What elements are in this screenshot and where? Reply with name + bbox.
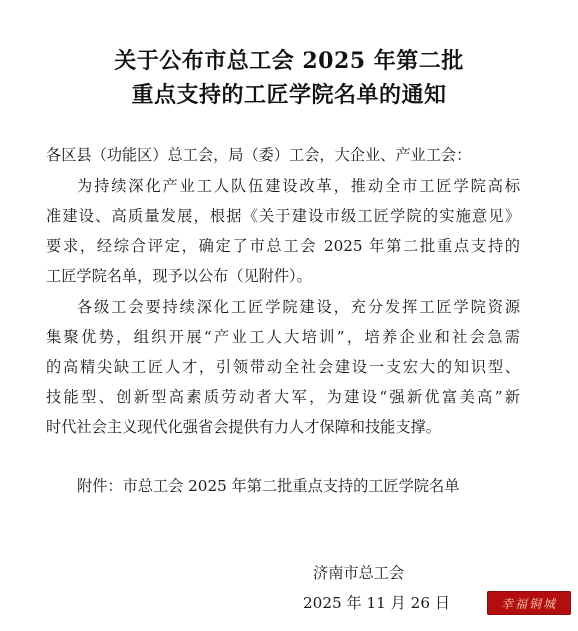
attachment-note: 附件：市总工会 2025 年第二批重点支持的工匠学院名单 <box>77 477 460 495</box>
document-title-line-1: 关于公布市总工会 2025 年第二批 <box>114 48 464 74</box>
paragraph-1-line: 为持续深化产业工人队伍建设改革，推动全市工匠学院高标 <box>77 177 520 195</box>
paragraph-1-line: 工匠学院名单，现予以公布（见附件）。 <box>46 267 312 285</box>
paragraph-2-line: 集聚优势，组织开展“产业工人大培训”，培养企业和社会急需 <box>46 328 520 346</box>
document-title-line-2: 重点支持的工匠学院名单的通知 <box>131 82 447 108</box>
paragraph-2-line: 的高精尖缺工匠人才，引领带动全社会建设一支宏大的知识型、 <box>46 358 520 376</box>
watermark-logo-text: 幸福铜城 <box>500 596 557 611</box>
issuer-name: 济南市总工会 <box>313 564 405 582</box>
paragraph-1-line: 准建设、高质量发展，根据《关于建设市级工匠学院的实施意见》 <box>46 207 520 225</box>
paragraph-2-line: 技能型、创新型高素质劳动者大军，为建设“强新优富美高”新 <box>46 388 520 406</box>
paragraph-1-line: 要求，经综合评定，确定了市总工会 2025 年第二批重点支持的 <box>46 237 520 255</box>
paragraph-2-line: 时代社会主义现代化强省会提供有力人才保障和技能支撑。 <box>46 418 441 436</box>
issue-date: 2025 年 11 月 26 日 <box>303 594 451 612</box>
paragraph-2-line: 各级工会要持续深化工匠学院建设，充分发挥工匠学院资源 <box>77 298 520 316</box>
watermark-logo <box>487 591 571 615</box>
salutation: 各区县（功能区）总工会，局（委）工会，大企业、产业工会： <box>46 146 472 164</box>
